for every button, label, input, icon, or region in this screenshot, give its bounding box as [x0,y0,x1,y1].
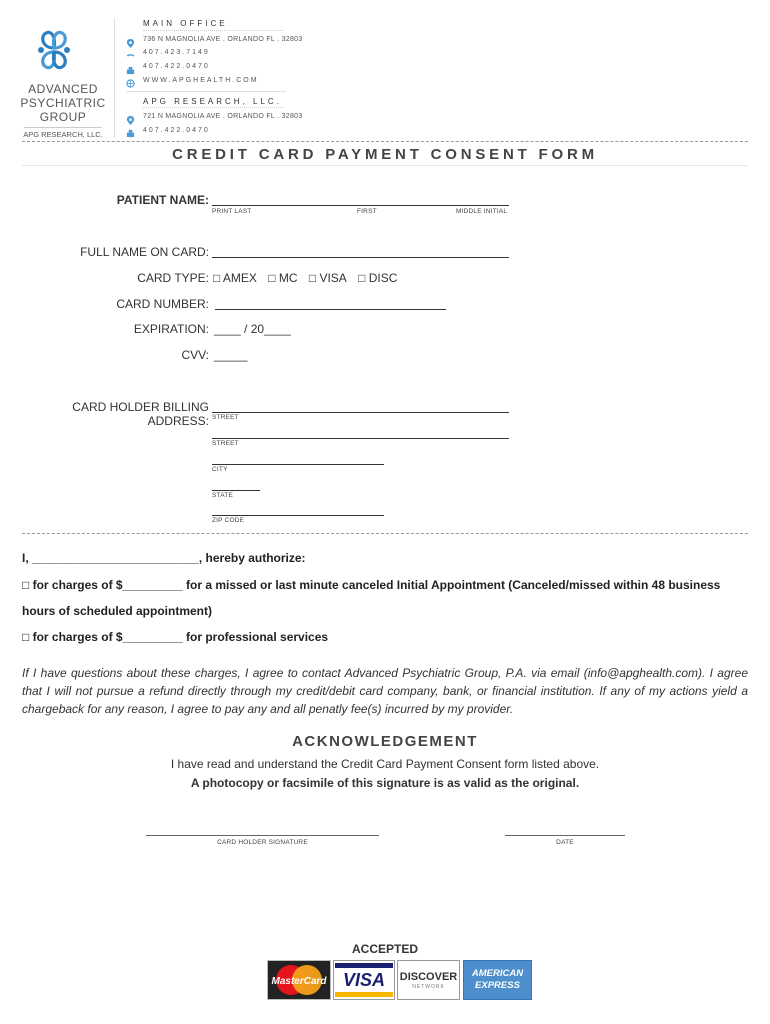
billing-city-sublabel: CITY [212,466,228,473]
acknowledgement-title: ACKNOWLEDGEMENT [292,733,478,750]
card-number-field[interactable] [215,309,446,310]
billing-street-field-2[interactable] [212,438,509,439]
discover-network-text: NETWORK [412,984,445,990]
card-type-options [213,271,397,285]
patient-last-sublabel: PRINT LAST [212,208,252,215]
card-type-disc-checkbox[interactable]: □ DISC [358,271,398,285]
expiration-label: EXPIRATION: [133,322,209,336]
patient-middle-sublabel: MIDDLE INITIAL [456,208,508,215]
patient-name-label: PATIENT NAME: [116,193,209,207]
main-office-web: WWW.APGHEALTH.COM [143,77,259,84]
charge-professional-services[interactable]: □ for charges of $_________ for professional services [22,630,329,644]
main-office-phone: 407.423.7149 [143,49,210,56]
main-office-fax: 407.422.0470 [143,63,210,70]
cvv-field[interactable]: _____ [214,348,248,362]
acknowledgement-line-2: A photocopy or facsimile of this signature is as valid as the original. [190,776,580,790]
date-label: DATE [556,839,574,846]
visa-text: VISA [342,970,385,990]
card-type-amex-checkbox[interactable]: □ AMEX [213,271,257,285]
logo-line-3: GROUP [39,110,87,124]
amex-text-1: AMERICAN [471,968,524,979]
amex-text-2: EXPRESS [475,980,520,991]
billing-address-label: CARD HOLDER BILLING ADDRESS: [72,400,209,428]
billing-state-field[interactable] [212,490,260,491]
accepted-title: ACCEPTED [351,942,418,956]
charge-missed-appointment[interactable]: □ for charges of $_________ for a missed or last minute canceled Initial Appointment (Canceled/missed within 48 business [22,578,721,592]
disclaimer-text: If I have questions about these charges, I agree to contact Advanced Psychiatric Group, P.A. via email (info@apghealth.com). I agree that I will not pursue a refund directly through my credit/debit card company, bank, or financial institution. If any of my actions yield a chargeback for any reason, I agree to pay any and all penatly fee(s) incurred by my provider. [22,666,748,716]
card-number-label: CARD NUMBER: [116,297,209,311]
discover-text: DISCOVER [399,971,458,983]
amex-logo [463,960,532,1000]
visa-logo [333,960,395,1000]
card-type-visa-checkbox[interactable]: □ VISA [308,271,347,285]
billing-state-sublabel: STATE [212,492,233,499]
fax-icon [126,125,135,134]
map-pin-icon [126,112,135,121]
cvv-label: CVV: [181,348,209,362]
patient-first-sublabel: FIRST [357,208,377,215]
mastercard-logo [267,960,331,1000]
full-name-label: FULL NAME ON CARD: [80,245,209,259]
company-logo [34,26,74,76]
discover-logo [397,960,460,1000]
research-title: APG RESEARCH, LLC. [143,97,282,106]
main-office-title: MAIN OFFICE [143,19,228,28]
logo-line-2: PSYCHIATRIC [20,96,106,110]
main-office-address: 736 N MAGNOLIA AVE . ORLANDO FL . 32803 [143,36,303,43]
phone-icon [126,48,135,57]
map-pin-icon [126,35,135,44]
authorize-line: I, _________________________, hereby authorize: [22,551,306,565]
globe-icon [126,75,135,84]
billing-street-sublabel-1: STREET [212,414,239,421]
mastercard-text: MasterCard [271,976,327,987]
form-title: CREDIT CARD PAYMENT CONSENT FORM [172,146,598,163]
logo-line-4: APG RESEARCH, LLC. [23,130,103,139]
date-field[interactable] [505,835,625,836]
research-fax: 407.422.0470 [143,127,210,134]
billing-zip-sublabel: ZIP CODE [212,517,245,524]
card-type-mc-checkbox[interactable]: □ MC [268,271,298,285]
fax-icon [126,62,135,71]
signature-label: CARD HOLDER SIGNATURE [217,839,308,846]
full-name-field[interactable] [212,257,509,258]
expiration-field[interactable]: ____ / 20____ [214,322,291,336]
billing-zip-field[interactable] [212,515,384,516]
billing-street-sublabel-2: STREET [212,440,239,447]
signature-field[interactable] [146,835,379,836]
logo-line-1: ADVANCED [28,82,98,96]
logo-text [18,82,108,140]
acknowledgement-line-1: I have read and understand the Credit Card Payment Consent form listed above. [170,757,600,771]
billing-city-field[interactable] [212,464,384,465]
billing-street-field-1[interactable] [212,412,509,413]
card-type-label: CARD TYPE: [137,271,209,285]
charge-missed-appointment-cont: hours of scheduled appointment) [22,604,213,618]
patient-name-field[interactable] [212,205,509,206]
research-address: 721 N MAGNOLIA AVE . ORLANDO FL . 32803 [143,113,303,120]
